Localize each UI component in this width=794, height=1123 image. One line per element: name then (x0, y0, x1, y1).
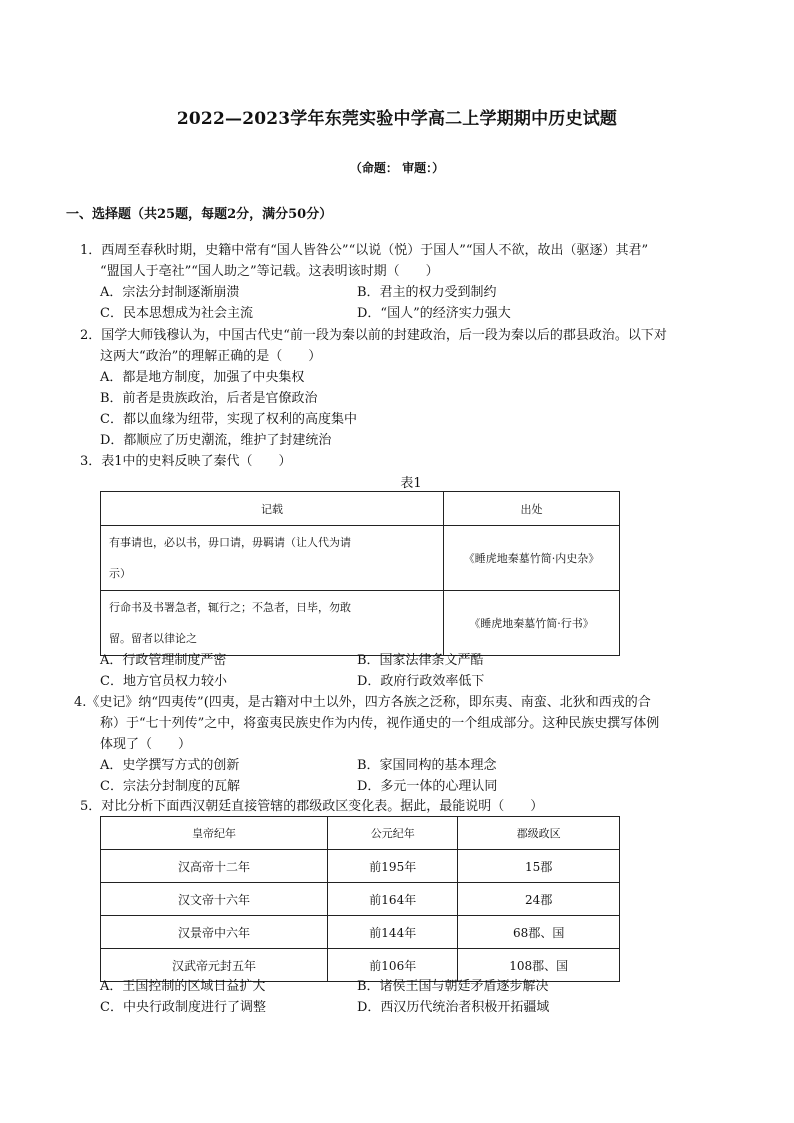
question-5-options (80, 976, 720, 1018)
question-4-text-cont: 体现了（ ） (100, 737, 192, 752)
question-1 (80, 240, 720, 324)
table-cell: 前164年 (328, 883, 458, 916)
question-3-options-row2 (80, 671, 720, 692)
section-heading: 一、选择题（共25题，每题2分，满分50分） (66, 207, 333, 222)
table-1-header-row (101, 492, 620, 526)
table-cell: 前106年 (328, 949, 458, 982)
table-cell: 汉景帝中六年 (101, 916, 328, 949)
question-3-text: 3．表1中的史料反映了秦代（ ） (80, 454, 292, 469)
table-row (101, 850, 620, 883)
table-cell: 前195年 (328, 850, 458, 883)
table-1-record-line: 行命书及书署急者，辄行之；不急者，日毕，勿敢 (109, 601, 351, 614)
question-4-options-row2 (80, 776, 720, 797)
table-1-source-cell: 《睡虎地秦墓竹简·内史杂》 (444, 526, 620, 591)
table-1-record-line: 留。留者以律论之 (109, 632, 197, 645)
question-5-option-d[interactable]: D．西汉历代统治者积极开拓疆域 (357, 1000, 550, 1015)
question-3-option-d[interactable]: D．政府行政效率低下 (357, 674, 485, 689)
table-cell: 前144年 (328, 916, 458, 949)
question-5-text: 5．对比分析下面西汉朝廷直接管辖的郡级政区变化表。据此，最能说明（ ） (80, 799, 544, 814)
question-2-option-c[interactable]: C．都以血缘为纽带，实现了权利的高度集中 (100, 412, 357, 427)
question-4-text-cont: 称）于“七十列传”之中，将蛮夷民族史作为内传，视作通史的一个组成部分。这种民族史撰写体例 (100, 716, 660, 731)
table-1 (100, 491, 620, 656)
table-cell: 68郡、国 (458, 916, 620, 949)
question-2 (80, 325, 720, 451)
table-cell: 15郡 (458, 850, 620, 883)
table-cell: 108郡、国 (458, 949, 620, 982)
table-1-source-cell: 《睡虎地秦墓竹简·行书》 (444, 591, 620, 656)
question-4 (74, 692, 720, 797)
question-1-option-d[interactable]: D．“国人”的经济实力强大 (357, 306, 511, 321)
table-row (101, 526, 620, 591)
table-1-record-cell (101, 526, 444, 591)
question-4-option-d[interactable]: D．多元一体的心理认同 (357, 779, 498, 794)
question-3-option-b[interactable]: B．国家法律条文严酷 (357, 653, 484, 668)
question-3-option-a[interactable]: A．行政管理制度严密 (100, 653, 227, 668)
question-1-text: 1．西周至春秋时期，史籍中常有“国人皆咎公”“以说（悦）于国人”“国人不欲，故出（驱逐）其君” (80, 243, 649, 258)
table-row (101, 883, 620, 916)
question-1-option-c[interactable]: C．民本思想成为社会主流 (100, 306, 253, 321)
exam-credits: （命题： 审题：） (349, 161, 445, 175)
question-1-options-row1 (80, 282, 720, 303)
question-4-option-a[interactable]: A．史学撰写方式的创新 (100, 758, 240, 773)
question-1-text-cont: “盟国人于亳社”“国人助之”等记载。这表明该时期（ ） (100, 264, 439, 279)
question-1-options-row2 (80, 303, 720, 324)
question-5-options-row2 (80, 997, 720, 1018)
page-title: 2022—2023学年东莞实验中学高二上学期期中历史试题 (176, 109, 618, 129)
table-1-record-line: 有事请也，必以书，毋口请，毋羁请（让人代为请 (109, 536, 351, 549)
table-1-header-source: 出处 (444, 492, 620, 526)
question-5-option-c[interactable]: C．中央行政制度进行了调整 (100, 1000, 266, 1015)
question-2-option-d[interactable]: D．都顺应了历史潮流，维护了封建统治 (100, 433, 332, 448)
question-3 (80, 451, 720, 472)
question-5 (80, 796, 720, 817)
table-1-record-cell (101, 591, 444, 656)
table-row (101, 591, 620, 656)
table-2-header: 郡级政区 (458, 817, 620, 850)
question-3-options (80, 650, 720, 692)
question-3-options-row1 (80, 650, 720, 671)
question-4-option-b[interactable]: B．家国同构的基本理念 (357, 758, 497, 773)
question-5-option-a[interactable]: A．王国控制的区域日益扩大 (100, 979, 266, 994)
question-3-option-c[interactable]: C．地方官员权力较小 (100, 674, 227, 689)
table-cell: 汉武帝元封五年 (101, 949, 328, 982)
question-2-text: 2．国学大师钱穆认为，中国古代史“前一段为秦以前的封建政治，后一段为秦以后的郡县政治。以下对 (80, 328, 667, 343)
question-5-option-b[interactable]: B．诸侯王国与朝廷矛盾逐步解决 (357, 979, 549, 994)
table-1-caption: 表1 (400, 476, 422, 491)
table-2 (100, 816, 620, 982)
question-1-option-a[interactable]: A．宗法分封制逐渐崩溃 (100, 285, 240, 300)
table-2-header: 公元纪年 (328, 817, 458, 850)
table-row (101, 916, 620, 949)
question-4-option-c[interactable]: C．宗法分封制度的瓦解 (100, 779, 240, 794)
table-cell: 24郡 (458, 883, 620, 916)
table-cell: 汉文帝十六年 (101, 883, 328, 916)
question-4-options-row1 (80, 755, 720, 776)
question-4-text: 4.《史记》纳“四夷传”(四夷，是古籍对中土以外，四方各族之泛称，即东夷、南蛮、北狄和西戎的合 (74, 695, 651, 710)
table-2-header: 皇帝纪年 (101, 817, 328, 850)
question-5-options-row1 (80, 976, 720, 997)
question-2-text-cont: 这两大“政治”的理解正确的是（ ） (100, 349, 322, 364)
question-1-option-b[interactable]: B．君主的权力受到制约 (357, 285, 497, 300)
table-cell: 汉高帝十二年 (101, 850, 328, 883)
table-1-header-record: 记载 (101, 492, 444, 526)
question-2-option-b[interactable]: B．前者是贵族政治，后者是官僚政治 (100, 391, 318, 406)
table-1-record-line: 示） (109, 567, 131, 580)
table-2-header-row (101, 817, 620, 850)
question-2-option-a[interactable]: A．都是地方制度，加强了中央集权 (100, 370, 305, 385)
